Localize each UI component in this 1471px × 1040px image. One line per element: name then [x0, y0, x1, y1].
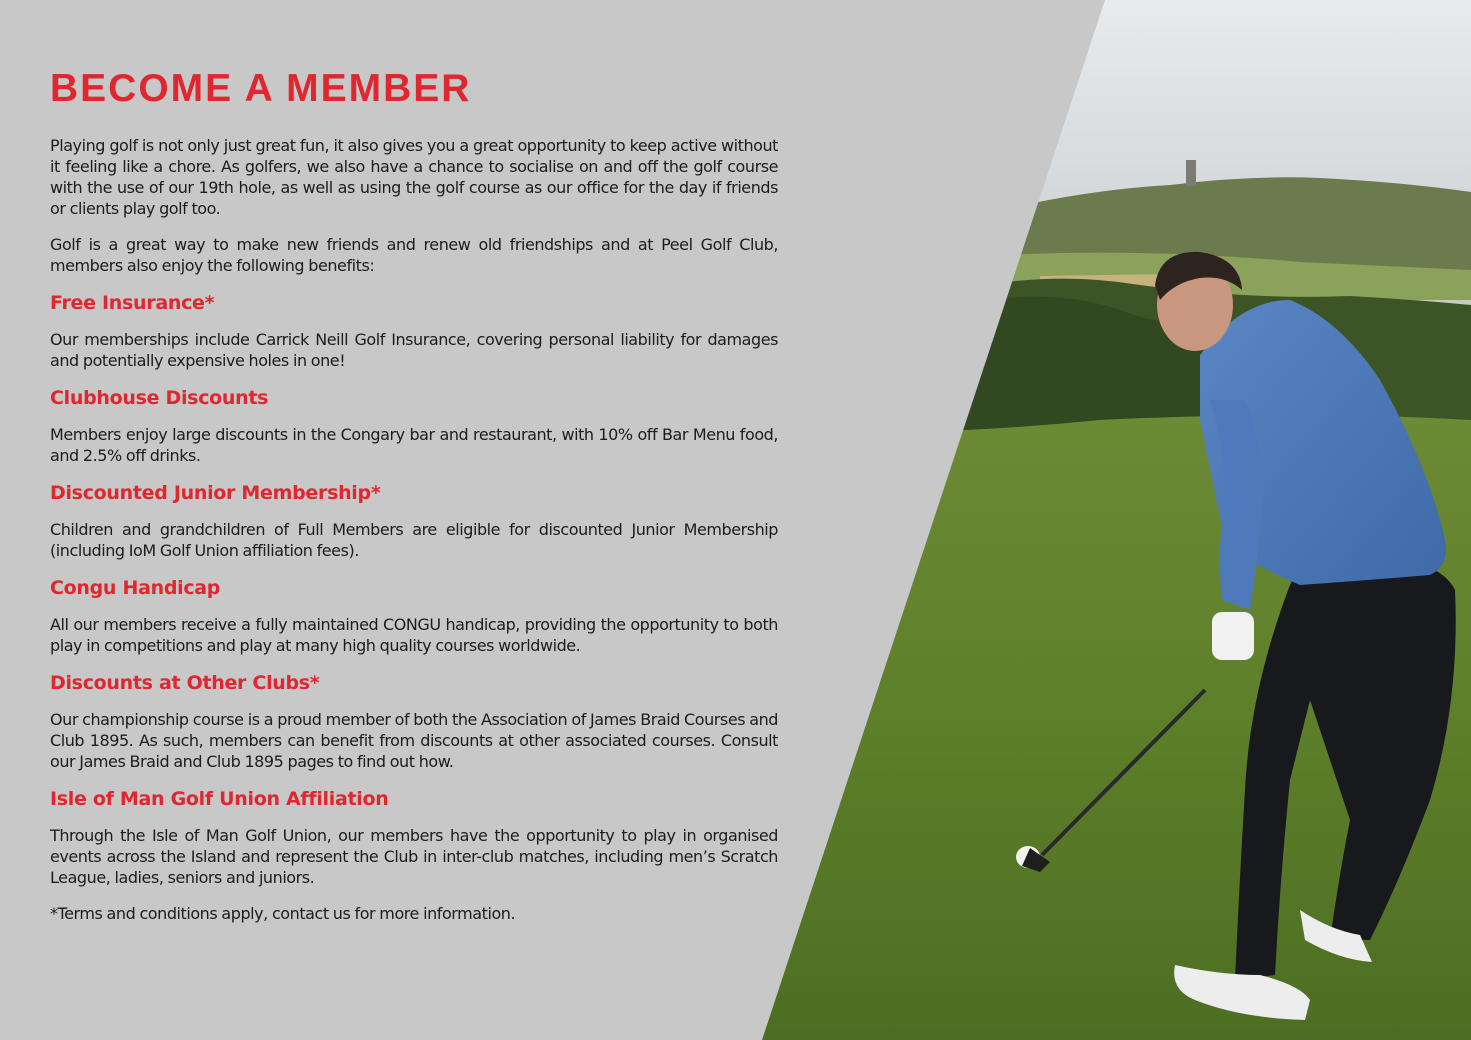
membership-content — [50, 64, 778, 939]
terms-footnote: *Terms and conditions apply, contact us for more information. — [50, 904, 516, 923]
benefit-heading-golf-union: Isle of Man Golf Union Affiliation — [50, 788, 389, 810]
intro-paragraph-1: Playing golf is not only just great fun, it also gives you a great opportunity to keep active without it feeling like a chore. As golfers, we also have a chance to socialise on and off the golf course with the use of our 19th hole, as well as using the golf course as our office for the day if friends or clients play golf too. — [50, 136, 778, 218]
benefit-heading-free-insurance: Free Insurance* — [50, 292, 215, 314]
intro-paragraph-2: Golf is a great way to make new friends and renew old friendships and at Peel Golf Club, members also enjoy the following benefits: — [50, 235, 778, 275]
benefit-text-junior-membership: Children and grandchildren of Full Members are eligible for discounted Junior Membership (including IoM Golf Union affiliation fees). — [50, 520, 778, 560]
benefit-heading-congu-handicap: Congu Handicap — [50, 577, 221, 599]
benefit-heading-junior-membership: Discounted Junior Membership* — [50, 482, 381, 504]
benefit-text-congu-handicap: All our members receive a fully maintained CONGU handicap, providing the opportunity to both play in competitions and play at many high quality courses worldwide. — [50, 615, 778, 655]
page-title: BECOME A MEMBER — [50, 67, 472, 110]
benefit-text-clubhouse-discounts: Members enjoy large discounts in the Congary bar and restaurant, with 10% off Bar Menu food, and 2.5% off drinks. — [50, 425, 778, 465]
benefit-text-free-insurance: Our memberships include Carrick Neill Golf Insurance, covering personal liability for damages and potentially expensive holes in one! — [50, 330, 778, 370]
benefit-heading-other-clubs: Discounts at Other Clubs* — [50, 672, 320, 694]
benefit-heading-clubhouse-discounts: Clubhouse Discounts — [50, 387, 269, 409]
benefit-text-other-clubs: Our championship course is a proud member of both the Association of James Braid Courses and Club 1895. As such, members can benefit from discounts at other associated courses. Consult our James Braid and Club 1895 pages to find out how. — [50, 710, 778, 771]
benefit-text-golf-union: Through the Isle of Man Golf Union, our members have the opportunity to play in organised events across the Island and represent the Club in inter-club matches, including men’s Scratch League, ladies, seniors and juniors. — [50, 826, 778, 887]
